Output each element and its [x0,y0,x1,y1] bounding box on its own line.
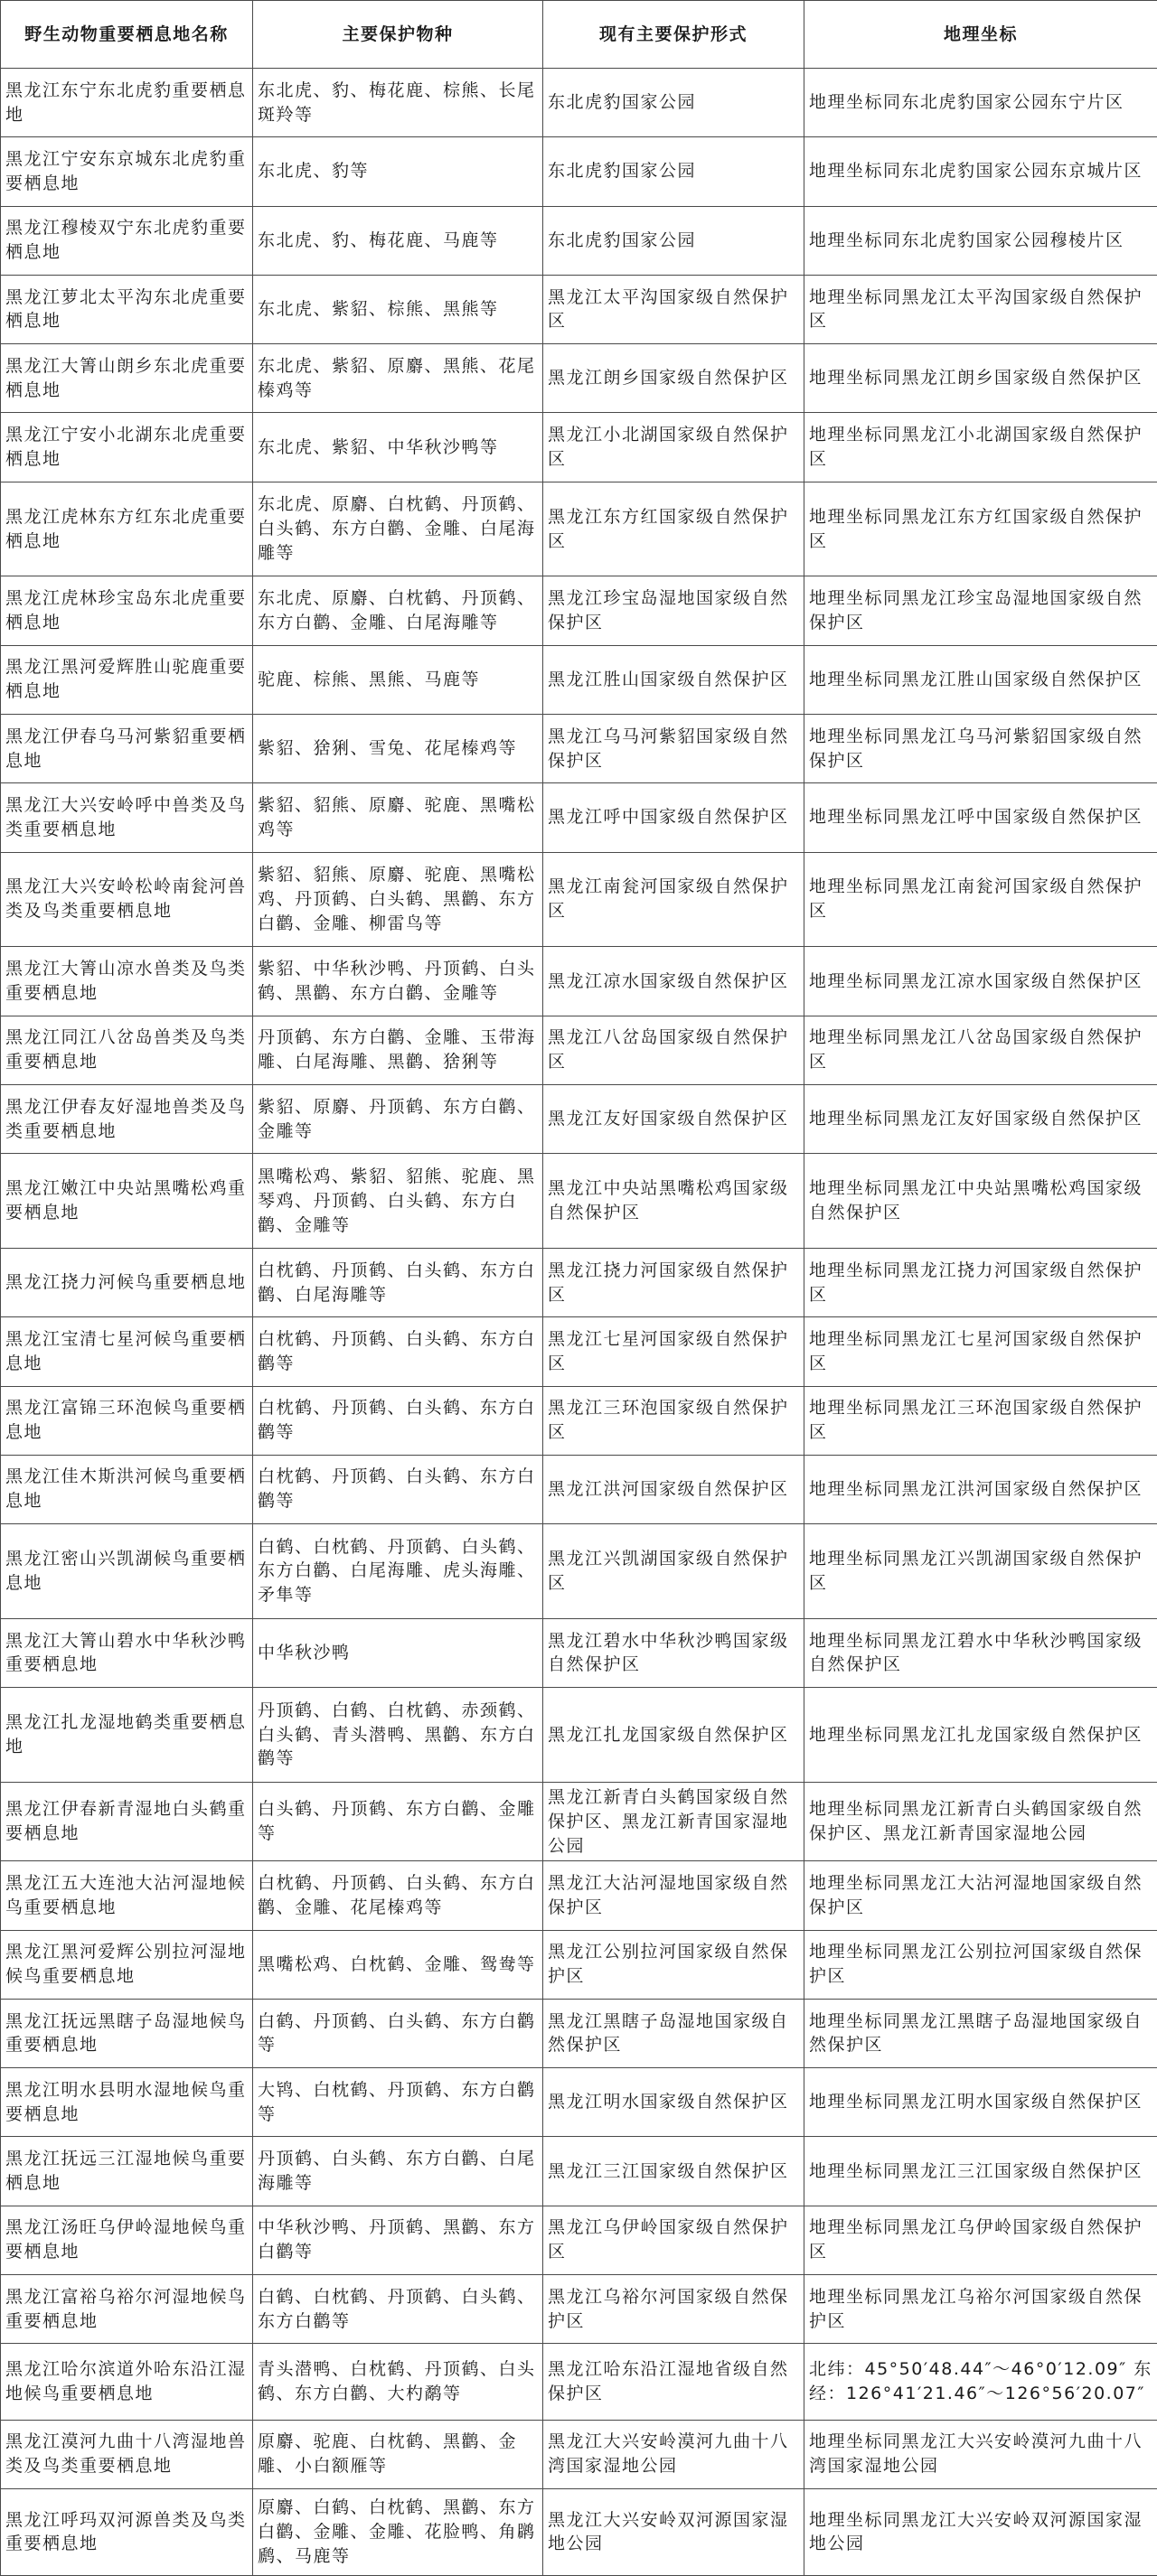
cell-protection-form: 黑龙江大沾河湿地国家级自然保护区 [543,1861,804,1930]
cell-protected-species: 东北虎、紫貂、原麝、黑熊、花尾榛鸡等 [253,344,543,413]
cell-habitat-name: 黑龙江漠河九曲十八湾湿地兽类及鸟类重要栖息地 [1,2420,253,2488]
cell-protected-species: 驼鹿、棕熊、黑熊、马鹿等 [253,645,543,714]
cell-protection-form: 黑龙江太平沟国家级自然保护区 [543,275,804,343]
table-row [1,783,1157,852]
cell-habitat-name: 黑龙江嫩江中央站黑嘴松鸡重要栖息地 [1,1154,253,1249]
cell-coordinates: 地理坐标同东北虎豹国家公园东京城片区 [804,137,1157,206]
cell-protected-species: 白枕鹤、丹顶鹤、白头鹤、东方白鹳、金雕、花尾榛鸡等 [253,1861,543,1930]
cell-protection-form: 黑龙江哈东沿江湿地省级自然保护区 [543,2344,804,2420]
cell-habitat-name: 黑龙江明水县明水湿地候鸟重要栖息地 [1,2068,253,2137]
cell-protection-form: 黑龙江乌伊岭国家级自然保护区 [543,2206,804,2274]
table-row [1,1248,1157,1316]
cell-coordinates: 地理坐标同黑龙江明水国家级自然保护区 [804,2068,1157,2137]
table-row [1,2344,1157,2420]
cell-coordinates: 地理坐标同黑龙江友好国家级自然保护区 [804,1084,1157,1153]
cell-protection-form: 黑龙江新青白头鹤国家级自然保护区、黑龙江新青国家湿地公园 [543,1782,804,1860]
table-row [1,482,1157,576]
cell-protected-species: 紫貂、猞猁、雪兔、花尾榛鸡等 [253,715,543,783]
header-coordinates: 地理坐标 [804,1,1157,69]
cell-protection-form: 黑龙江八岔岛国家级自然保护区 [543,1016,804,1084]
table-row [1,1999,1157,2067]
cell-protected-species: 白枕鹤、丹顶鹤、白头鹤、东方白鹳、白尾海雕等 [253,1248,543,1316]
cell-protection-form: 黑龙江七星河国家级自然保护区 [543,1317,804,1386]
cell-coordinates: 地理坐标同黑龙江凉水国家级自然保护区 [804,947,1157,1016]
table-row [1,275,1157,343]
cell-coordinates: 地理坐标同黑龙江小北湖国家级自然保护区 [804,413,1157,482]
cell-protection-form: 黑龙江友好国家级自然保护区 [543,1084,804,1153]
cell-protection-form: 黑龙江乌马河紫貂国家级自然保护区 [543,715,804,783]
table-row [1,2274,1157,2343]
cell-coordinates: 地理坐标同黑龙江东方红国家级自然保护区 [804,482,1157,576]
cell-coordinates: 地理坐标同黑龙江碧水中华秋沙鸭国家级自然保护区 [804,1618,1157,1687]
cell-protection-form: 黑龙江呼中国家级自然保护区 [543,783,804,852]
cell-coordinates: 地理坐标同黑龙江三环泡国家级自然保护区 [804,1386,1157,1455]
cell-coordinates: 地理坐标同黑龙江洪河国家级自然保护区 [804,1455,1157,1523]
cell-coordinates: 地理坐标同黑龙江乌马河紫貂国家级自然保护区 [804,715,1157,783]
cell-protection-form: 东北虎豹国家公园 [543,206,804,275]
cell-protected-species: 东北虎、原麝、白枕鹤、丹顶鹤、东方白鹳、金雕、白尾海雕等 [253,576,543,645]
table-row [1,1317,1157,1386]
table-row [1,137,1157,206]
cell-habitat-name: 黑龙江密山兴凯湖候鸟重要栖息地 [1,1524,253,1619]
cell-protected-species: 黑嘴松鸡、紫貂、貂熊、驼鹿、黑琴鸡、丹顶鹤、白头鹤、东方白鹳、金雕等 [253,1154,543,1249]
cell-coordinates: 地理坐标同黑龙江新青白头鹤国家级自然保护区、黑龙江新青国家湿地公园 [804,1782,1157,1860]
cell-protection-form: 黑龙江三环泡国家级自然保护区 [543,1386,804,1455]
table-row [1,2137,1157,2206]
cell-protected-species: 紫貂、中华秋沙鸭、丹顶鹤、白头鹤、黑鹳、东方白鹳、金雕等 [253,947,543,1016]
cell-protected-species: 白枕鹤、丹顶鹤、白头鹤、东方白鹳等 [253,1455,543,1523]
cell-habitat-name: 黑龙江大兴安岭呼中兽类及鸟类重要栖息地 [1,783,253,852]
table-row [1,1386,1157,1455]
cell-habitat-name: 黑龙江富裕乌裕尔河湿地候鸟重要栖息地 [1,2274,253,2343]
cell-protected-species: 白鹤、白枕鹤、丹顶鹤、白头鹤、东方白鹳、白尾海雕、虎头海雕、矛隼等 [253,1524,543,1619]
cell-protected-species: 白鹤、白枕鹤、丹顶鹤、白头鹤、东方白鹳等 [253,2274,543,2343]
cell-protection-form: 东北虎豹国家公园 [543,137,804,206]
cell-habitat-name: 黑龙江汤旺乌伊岭湿地候鸟重要栖息地 [1,2206,253,2274]
cell-protection-form: 黑龙江扎龙国家级自然保护区 [543,1688,804,1783]
cell-coordinates: 地理坐标同黑龙江南瓮河国家级自然保护区 [804,852,1157,947]
table-row [1,344,1157,413]
cell-habitat-name: 黑龙江五大连池大沾河湿地候鸟重要栖息地 [1,1861,253,1930]
cell-protection-form: 黑龙江珍宝岛湿地国家级自然保护区 [543,576,804,645]
table-row [1,1016,1157,1084]
cell-protected-species: 紫貂、原麝、丹顶鹤、东方白鹳、金雕等 [253,1084,543,1153]
cell-protected-species: 东北虎、豹等 [253,137,543,206]
table-row [1,1154,1157,1249]
table-row [1,1861,1157,1930]
cell-protected-species: 白头鹤、丹顶鹤、东方白鹳、金雕等 [253,1782,543,1860]
cell-habitat-name: 黑龙江宝清七星河候鸟重要栖息地 [1,1317,253,1386]
cell-coordinates: 北纬：45°50′48.44″～46°0′12.09″ 东经：126°41′21.46″～126°56′20.07″ [804,2344,1157,2420]
cell-habitat-name: 黑龙江扎龙湿地鹤类重要栖息地 [1,1688,253,1783]
cell-habitat-name: 黑龙江挠力河候鸟重要栖息地 [1,1248,253,1316]
cell-habitat-name: 黑龙江富锦三环泡候鸟重要栖息地 [1,1386,253,1455]
cell-protected-species: 丹顶鹤、白头鹤、东方白鹳、白尾海雕等 [253,2137,543,2206]
cell-habitat-name: 黑龙江萝北太平沟东北虎重要栖息地 [1,275,253,343]
cell-coordinates: 地理坐标同黑龙江胜山国家级自然保护区 [804,645,1157,714]
table-row [1,2068,1157,2137]
cell-coordinates: 地理坐标同黑龙江七星河国家级自然保护区 [804,1317,1157,1386]
cell-coordinates: 地理坐标同黑龙江大沾河湿地国家级自然保护区 [804,1861,1157,1930]
table-row [1,2488,1157,2575]
cell-protected-species: 东北虎、原麝、白枕鹤、丹顶鹤、白头鹤、东方白鹳、金雕、白尾海雕等 [253,482,543,576]
cell-coordinates: 地理坐标同黑龙江三江国家级自然保护区 [804,2137,1157,2206]
cell-protected-species: 黑嘴松鸡、白枕鹤、金雕、鸳鸯等 [253,1930,543,1999]
table-body [1,69,1157,2576]
cell-coordinates: 地理坐标同黑龙江挠力河国家级自然保护区 [804,1248,1157,1316]
cell-habitat-name: 黑龙江大箐山朗乡东北虎重要栖息地 [1,344,253,413]
cell-coordinates: 地理坐标同黑龙江大兴安岭漠河九曲十八湾国家湿地公园 [804,2420,1157,2488]
cell-habitat-name: 黑龙江哈尔滨道外哈东沿江湿地候鸟重要栖息地 [1,2344,253,2420]
cell-coordinates: 地理坐标同东北虎豹国家公园穆棱片区 [804,206,1157,275]
cell-habitat-name: 黑龙江虎林珍宝岛东北虎重要栖息地 [1,576,253,645]
cell-coordinates: 地理坐标同东北虎豹国家公园东宁片区 [804,69,1157,137]
cell-habitat-name: 黑龙江虎林东方红东北虎重要栖息地 [1,482,253,576]
cell-protected-species: 东北虎、豹、梅花鹿、马鹿等 [253,206,543,275]
cell-coordinates: 地理坐标同黑龙江珍宝岛湿地国家级自然保护区 [804,576,1157,645]
table-row [1,1524,1157,1619]
cell-protection-form: 黑龙江东方红国家级自然保护区 [543,482,804,576]
cell-protection-form: 黑龙江南瓮河国家级自然保护区 [543,852,804,947]
cell-protection-form: 黑龙江碧水中华秋沙鸭国家级自然保护区 [543,1618,804,1687]
cell-coordinates: 地理坐标同黑龙江乌伊岭国家级自然保护区 [804,2206,1157,2274]
cell-protection-form: 东北虎豹国家公园 [543,69,804,137]
cell-coordinates: 地理坐标同黑龙江公别拉河国家级自然保护区 [804,1930,1157,1999]
header-habitat-name: 野生动物重要栖息地名称 [1,1,253,69]
table-row [1,1688,1157,1783]
cell-habitat-name: 黑龙江黑河爱辉公别拉河湿地候鸟重要栖息地 [1,1930,253,1999]
cell-coordinates: 地理坐标同黑龙江乌裕尔河国家级自然保护区 [804,2274,1157,2343]
cell-coordinates: 地理坐标同黑龙江中央站黑嘴松鸡国家级自然保护区 [804,1154,1157,1249]
table-row [1,645,1157,714]
cell-protected-species: 东北虎、紫貂、中华秋沙鸭等 [253,413,543,482]
cell-habitat-name: 黑龙江抚远三江湿地候鸟重要栖息地 [1,2137,253,2206]
cell-habitat-name: 黑龙江佳木斯洪河候鸟重要栖息地 [1,1455,253,1523]
cell-protection-form: 黑龙江大兴安岭双河源国家湿地公园 [543,2488,804,2575]
cell-protected-species: 中华秋沙鸭 [253,1618,543,1687]
table-row [1,1782,1157,1860]
table-row [1,1455,1157,1523]
cell-coordinates: 地理坐标同黑龙江扎龙国家级自然保护区 [804,1688,1157,1783]
cell-protection-form: 黑龙江大兴安岭漠河九曲十八湾国家湿地公园 [543,2420,804,2488]
table-header [1,1,1157,69]
cell-habitat-name: 黑龙江宁安东京城东北虎豹重要栖息地 [1,137,253,206]
table-row [1,947,1157,1016]
table-row [1,2420,1157,2488]
cell-protection-form: 黑龙江中央站黑嘴松鸡国家级自然保护区 [543,1154,804,1249]
cell-protected-species: 青头潜鸭、白枕鹤、丹顶鹤、白头鹤、东方白鹳、大杓鹬等 [253,2344,543,2420]
cell-coordinates: 地理坐标同黑龙江呼中国家级自然保护区 [804,783,1157,852]
cell-habitat-name: 黑龙江伊春新青湿地白头鹤重要栖息地 [1,1782,253,1860]
cell-habitat-name: 黑龙江大箐山碧水中华秋沙鸭重要栖息地 [1,1618,253,1687]
cell-habitat-name: 黑龙江东宁东北虎豹重要栖息地 [1,69,253,137]
cell-protection-form: 黑龙江朗乡国家级自然保护区 [543,344,804,413]
cell-protected-species: 东北虎、紫貂、棕熊、黑熊等 [253,275,543,343]
cell-coordinates: 地理坐标同黑龙江大兴安岭双河源国家湿地公园 [804,2488,1157,2575]
table-row [1,715,1157,783]
table-row [1,1930,1157,1999]
cell-habitat-name: 黑龙江宁安小北湖东北虎重要栖息地 [1,413,253,482]
cell-protected-species: 中华秋沙鸭、丹顶鹤、黑鹳、东方白鹳等 [253,2206,543,2274]
table-row [1,852,1157,947]
cell-habitat-name: 黑龙江大兴安岭松岭南瓮河兽类及鸟类重要栖息地 [1,852,253,947]
cell-habitat-name: 黑龙江抚远黑瞎子岛湿地候鸟重要栖息地 [1,1999,253,2067]
cell-habitat-name: 黑龙江黑河爱辉胜山驼鹿重要栖息地 [1,645,253,714]
cell-habitat-name: 黑龙江穆棱双宁东北虎豹重要栖息地 [1,206,253,275]
table-row [1,2206,1157,2274]
cell-protection-form: 黑龙江胜山国家级自然保护区 [543,645,804,714]
cell-protected-species: 白鹤、丹顶鹤、白头鹤、东方白鹳等 [253,1999,543,2067]
header-protection-form: 现有主要保护形式 [543,1,804,69]
table-row [1,413,1157,482]
header-protected-species: 主要保护物种 [253,1,543,69]
cell-protected-species: 紫貂、貂熊、原麝、驼鹿、黑嘴松鸡等 [253,783,543,852]
cell-coordinates: 地理坐标同黑龙江兴凯湖国家级自然保护区 [804,1524,1157,1619]
cell-protection-form: 黑龙江兴凯湖国家级自然保护区 [543,1524,804,1619]
cell-protected-species: 丹顶鹤、白鹤、白枕鹤、赤颈鹤、白头鹤、青头潜鸭、黑鹳、东方白鹳等 [253,1688,543,1783]
table-row [1,1084,1157,1153]
cell-habitat-name: 黑龙江伊春乌马河紫貂重要栖息地 [1,715,253,783]
cell-protection-form: 黑龙江三江国家级自然保护区 [543,2137,804,2206]
cell-protection-form: 黑龙江明水国家级自然保护区 [543,2068,804,2137]
cell-protected-species: 原麝、白鹤、白枕鹤、黑鹳、东方白鹳、金雕、金雕、花脸鸭、角䴙䴘、马鹿等 [253,2488,543,2575]
table-row [1,1618,1157,1687]
cell-coordinates: 地理坐标同黑龙江黑瞎子岛湿地国家级自然保护区 [804,1999,1157,2067]
cell-protected-species: 白枕鹤、丹顶鹤、白头鹤、东方白鹳等 [253,1317,543,1386]
cell-protected-species: 丹顶鹤、东方白鹳、金雕、玉带海雕、白尾海雕、黑鹳、猞猁等 [253,1016,543,1084]
table-row [1,206,1157,275]
cell-protection-form: 黑龙江凉水国家级自然保护区 [543,947,804,1016]
table-row [1,576,1157,645]
cell-habitat-name: 黑龙江大箐山凉水兽类及鸟类重要栖息地 [1,947,253,1016]
cell-coordinates: 地理坐标同黑龙江朗乡国家级自然保护区 [804,344,1157,413]
cell-protection-form: 黑龙江洪河国家级自然保护区 [543,1455,804,1523]
cell-habitat-name: 黑龙江呼玛双河源兽类及鸟类重要栖息地 [1,2488,253,2575]
header-row [1,1,1157,69]
cell-coordinates: 地理坐标同黑龙江八岔岛国家级自然保护区 [804,1016,1157,1084]
cell-habitat-name: 黑龙江伊春友好湿地兽类及鸟类重要栖息地 [1,1084,253,1153]
cell-protection-form: 黑龙江乌裕尔河国家级自然保护区 [543,2274,804,2343]
cell-protected-species: 大鸨、白枕鹤、丹顶鹤、东方白鹳等 [253,2068,543,2137]
table-row [1,69,1157,137]
cell-protection-form: 黑龙江公别拉河国家级自然保护区 [543,1930,804,1999]
cell-protected-species: 紫貂、貂熊、原麝、驼鹿、黑嘴松鸡、丹顶鹤、白头鹤、黑鹳、东方白鹳、金雕、柳雷鸟等 [253,852,543,947]
cell-coordinates: 地理坐标同黑龙江太平沟国家级自然保护区 [804,275,1157,343]
cell-protection-form: 黑龙江挠力河国家级自然保护区 [543,1248,804,1316]
cell-protected-species: 东北虎、豹、梅花鹿、棕熊、长尾斑羚等 [253,69,543,137]
cell-protected-species: 白枕鹤、丹顶鹤、白头鹤、东方白鹳等 [253,1386,543,1455]
cell-protection-form: 黑龙江小北湖国家级自然保护区 [543,413,804,482]
cell-protection-form: 黑龙江黑瞎子岛湿地国家级自然保护区 [543,1999,804,2067]
cell-habitat-name: 黑龙江同江八岔岛兽类及鸟类重要栖息地 [1,1016,253,1084]
cell-protected-species: 原麝、驼鹿、白枕鹤、黑鹳、金雕、小白额雁等 [253,2420,543,2488]
